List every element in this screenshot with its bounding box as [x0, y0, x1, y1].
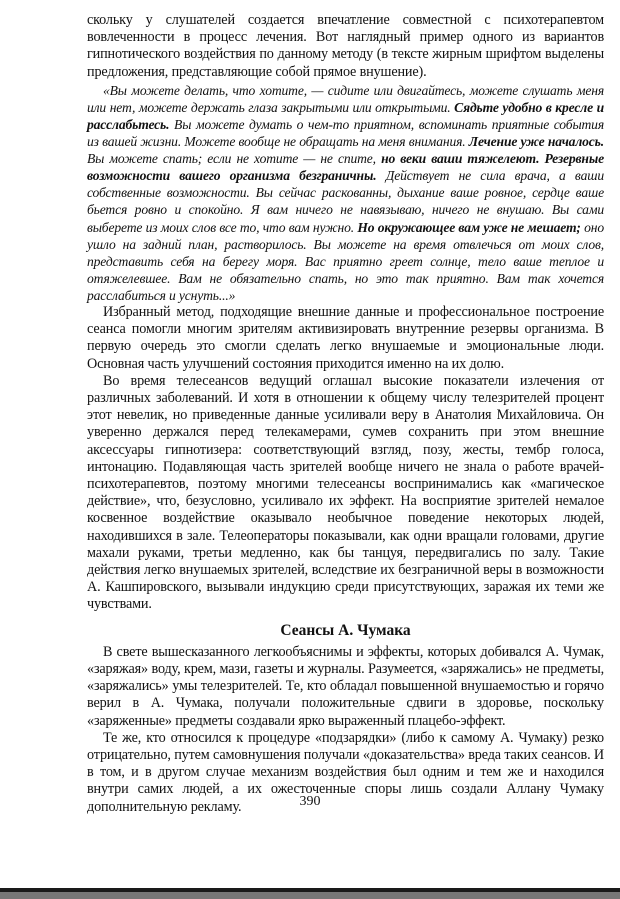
quote-part: оно ушло на задний план, растворилось. Вы можете на время отвлечься от моих слов, представить себя на берегу моря. Вас приятно греет солнце, тело ваше теплое и отяжелевшее. Вам не обязательно спать, но это так приятно. Вам так хочется расслабиться и уснуть...»	[87, 219, 605, 303]
paragraph-chumak-2: Те же, кто относился к процедуре «подзарядки» (либо к самому А. Чумаку) резко отрицательно, путем самовнушения получали «доказательства» вреда таких сеансов. И в том, и в другом случае механизм воздействия был одним и тем же и находился внутри самих людей, а их ожесточенные споры лишь создали Аллану Чумаку дополнительную рекламу.	[87, 729, 604, 815]
section-heading: Сеансы А. Чумака	[280, 621, 411, 639]
paragraph-intro: скольку у слушателей создается впечатление совместной с психотерапевтом вовлеченности в процесс лечения. Вот наглядный пример одного из вариантов гипнотического воздействия по данному методу (в тексте жирным шрифтом выделены предложения, представляющие собой прямое внушение).	[87, 12, 604, 80]
quote-emphasis: но веки ваши тяжелеют. Резервные возможности вашего организма безграничны.	[87, 151, 604, 184]
quote-part: «Вы можете делать, что хотите, — сидите или двигайтесь, можете слушать меня или нет, можете держать глаза закрытыми или открытыми.	[87, 82, 604, 115]
quote-emphasis: Сядьте удобно в кресле и расслабьтесь.	[87, 99, 604, 132]
paragraph-method: Избранный метод, подходящие внешние данные и профессиональное построение сеанса помогли многим зрителям активизировать внутренние резервы организма. В первую очередь это смогли сделать легко внушаемые и эмоциональные люди. Основная часть улучшений состояния приходится именно на их долю.	[87, 304, 604, 372]
page-text	[87, 12, 604, 816]
page-number: 390	[299, 794, 321, 809]
quote-part: Действует не сила врача, а ваши собственные возможности. Вы сейчас раскованны, дыхание ваше ровное, сердце ваше бьется ровно и спокойно. Я вам ничего не навязываю, ничего не внушаю. Вы сами выберете из моих слов все то, что вам нужно.	[87, 168, 604, 235]
hypnosis-quote	[87, 82, 604, 304]
quote-part: Вы можете думать о чем-то приятном, вспоминать приятные события из вашей жизни. Можете вообще не обращать на меня внимания.	[87, 117, 604, 150]
quote-part: Вы можете спать; если не хотите — не спите,	[87, 151, 382, 167]
quote-emphasis: Но окружающее вам уже не мешает;	[357, 219, 581, 235]
paragraph-chumak-1: В свете вышесказанного легкообъяснимы и эффекты, которых добивался А. Чумак, «заряжая» воду, крем, мази, газеты и журналы. Разумеется, «заряжались» не предметы, «заряжались» умы телезрителей. Те, кто обладал повышенной внушаемостью и горячо верил в А. Чумака, получали положительные сдвиги в здоровье, поскольку «заряженные» предметы создавали ярко выраженный плацебо-эффект.	[87, 643, 604, 729]
paragraph-telesessions: Во время телесеансов ведущий оглашал высокие показатели излечения от различных заболеваний. И хотя в отношении к общему числу телезрителей процент этот невелик, но приведенные данные усиливали веру в Анатолия Михайловича. Он уверенно держался перед телекамерами, сумев сохранить при этом внешние аксессуары гипнотизера: соответствующий взгляд, позу, жесты, тембр голоса, интонацию. Подавляющая часть зрителей вообще ничего не знала о работе врачей-психотерапевтов, поэтому многими телесеансы воспринимались как «магическое действие», что, безусловно, усиливало их эффект. На восприятие зрителей немалое косвенное воздействие оказывало необычное поведение некоторых людей, находившихся в зале. Телеоператоры показывали, как одни вращали головами, другие махали руками, третьи медленно, как бы танцуя, передвигались по залу. Такие действия легко внушаемых зрителей, вследствие их безграничной веры в возможности А. Кашпировского, вызывали индукцию среди присутствующих, заражая их теми же чувствами.	[87, 372, 604, 613]
scan-edge-shadow	[0, 892, 620, 899]
quote-emphasis: Лечение уже началось.	[468, 134, 604, 150]
